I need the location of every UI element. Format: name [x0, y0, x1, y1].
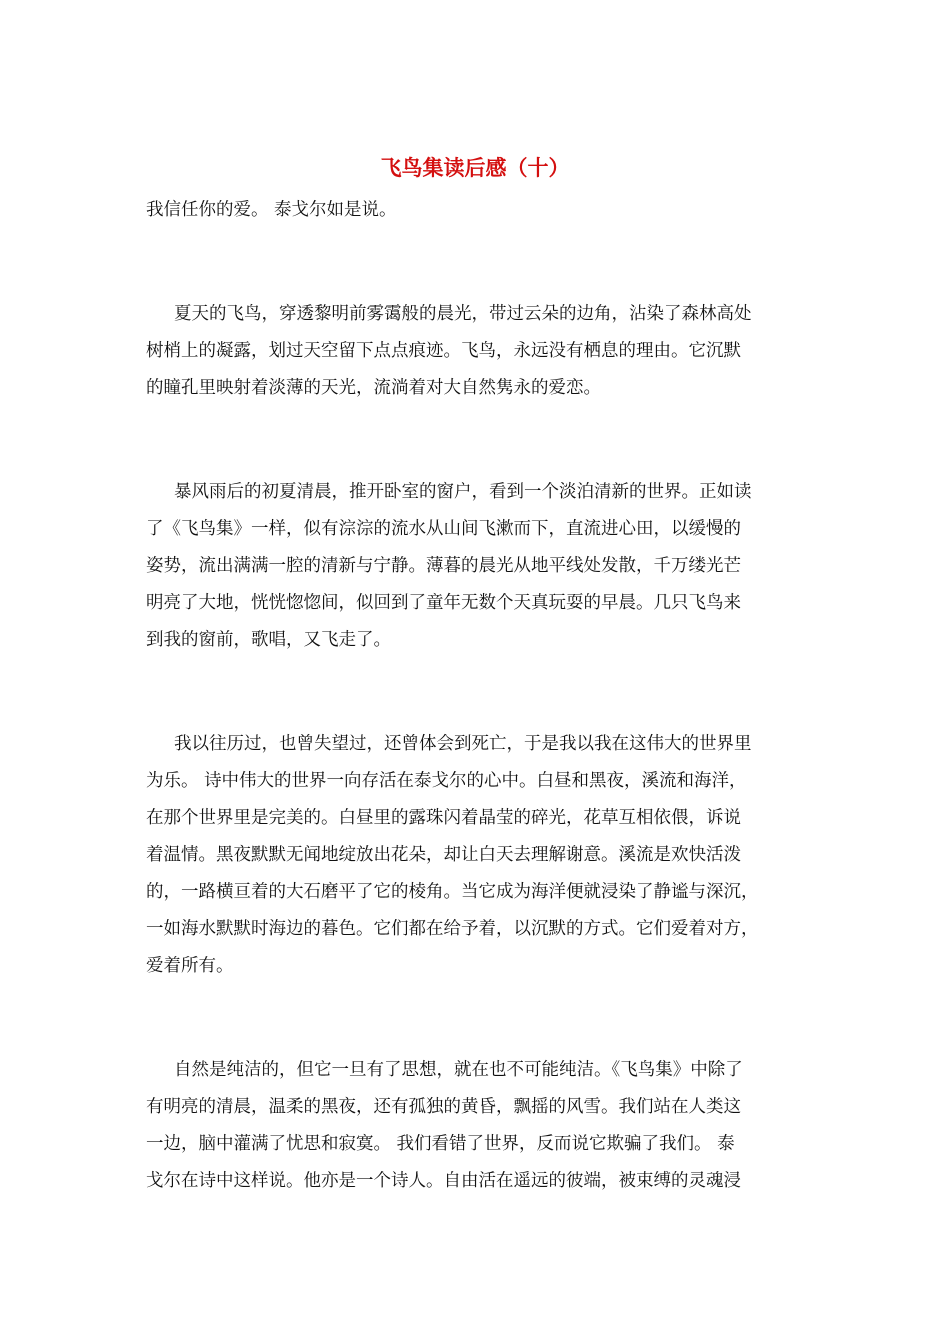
- paragraph-4-line-4: 戈尔在诗中这样说。他亦是一个诗人。自由活在遥远的彼端，被束缚的灵魂浸: [146, 1171, 741, 1191]
- paragraph-2-line-3: 姿势，流出满满一腔的清新与宁静。薄暮的晨光从地平线处发散，千万缕光芒: [146, 556, 741, 576]
- paragraph-1-line-3: 的瞳孔里映射着淡薄的天光，流淌着对大自然隽永的爱恋。: [146, 378, 601, 398]
- paragraph-2-line-2: 了《飞鸟集》一样，似有淙淙的流水从山间飞漱而下，直流进心田，以缓慢的: [146, 519, 741, 539]
- paragraph-4-line-3: 一边，脑中灌满了忧思和寂寞。 我们看错了世界，反而说它欺骗了我们。 泰: [146, 1134, 735, 1154]
- paragraph-1-line-2: 树梢上的凝露，划过天空留下点点痕迹。飞鸟，永远没有栖息的理由。它沉默: [146, 341, 741, 361]
- paragraph-4-line-2: 有明亮的清晨，温柔的黑夜，还有孤独的黄昏，飘摇的风雪。我们站在人类这: [146, 1097, 741, 1117]
- document-title: 飞鸟集读后感（十）: [380, 155, 570, 180]
- paragraph-2-line-1: 暴风雨后的初夏清晨，推开卧室的窗户，看到一个淡泊清新的世界。正如读: [174, 482, 752, 502]
- paragraph-2-line-5: 到我的窗前，歌唱，又飞走了。: [146, 630, 391, 650]
- paragraph-1-line-1: 夏天的飞鸟，穿透黎明前雾霭般的晨光，带过云朵的边角，沾染了森林高处: [174, 304, 752, 324]
- document-subtitle: 我信任你的爱。 泰戈尔如是说。: [146, 200, 397, 220]
- paragraph-3-line-6: 一如海水默默时海边的暮色。它们都在给予着，以沉默的方式。它们爱着对方，: [146, 919, 759, 939]
- paragraph-2-line-4: 明亮了大地，恍恍惚惚间，似回到了童年无数个天真玩耍的早晨。几只飞鸟来: [146, 593, 741, 613]
- paragraph-3-line-1: 我以往历过，也曾失望过，还曾体会到死亡，于是我以我在这伟大的世界里: [174, 734, 752, 754]
- paragraph-3-line-2: 为乐。 诗中伟大的世界一向存活在泰戈尔的心中。白昼和黑夜，溪流和海洋，: [146, 771, 747, 791]
- paragraph-3-line-7: 爱着所有。: [146, 956, 234, 976]
- paragraph-3-line-5: 的，一路横亘着的大石磨平了它的棱角。当它成为海洋便就浸染了静谧与深沉，: [146, 882, 759, 902]
- paragraph-3-line-3: 在那个世界里是完美的。白昼里的露珠闪着晶莹的碎光，花草互相依偎，诉说: [146, 808, 741, 828]
- paragraph-4-line-1: 自然是纯洁的，但它一旦有了思想，就在也不可能纯洁。《飞鸟集》中除了: [174, 1060, 743, 1080]
- paragraph-3-line-4: 着温情。黑夜默默无闻地绽放出花朵，却让白天去理解谢意。溪流是欢快活泼: [146, 845, 741, 865]
